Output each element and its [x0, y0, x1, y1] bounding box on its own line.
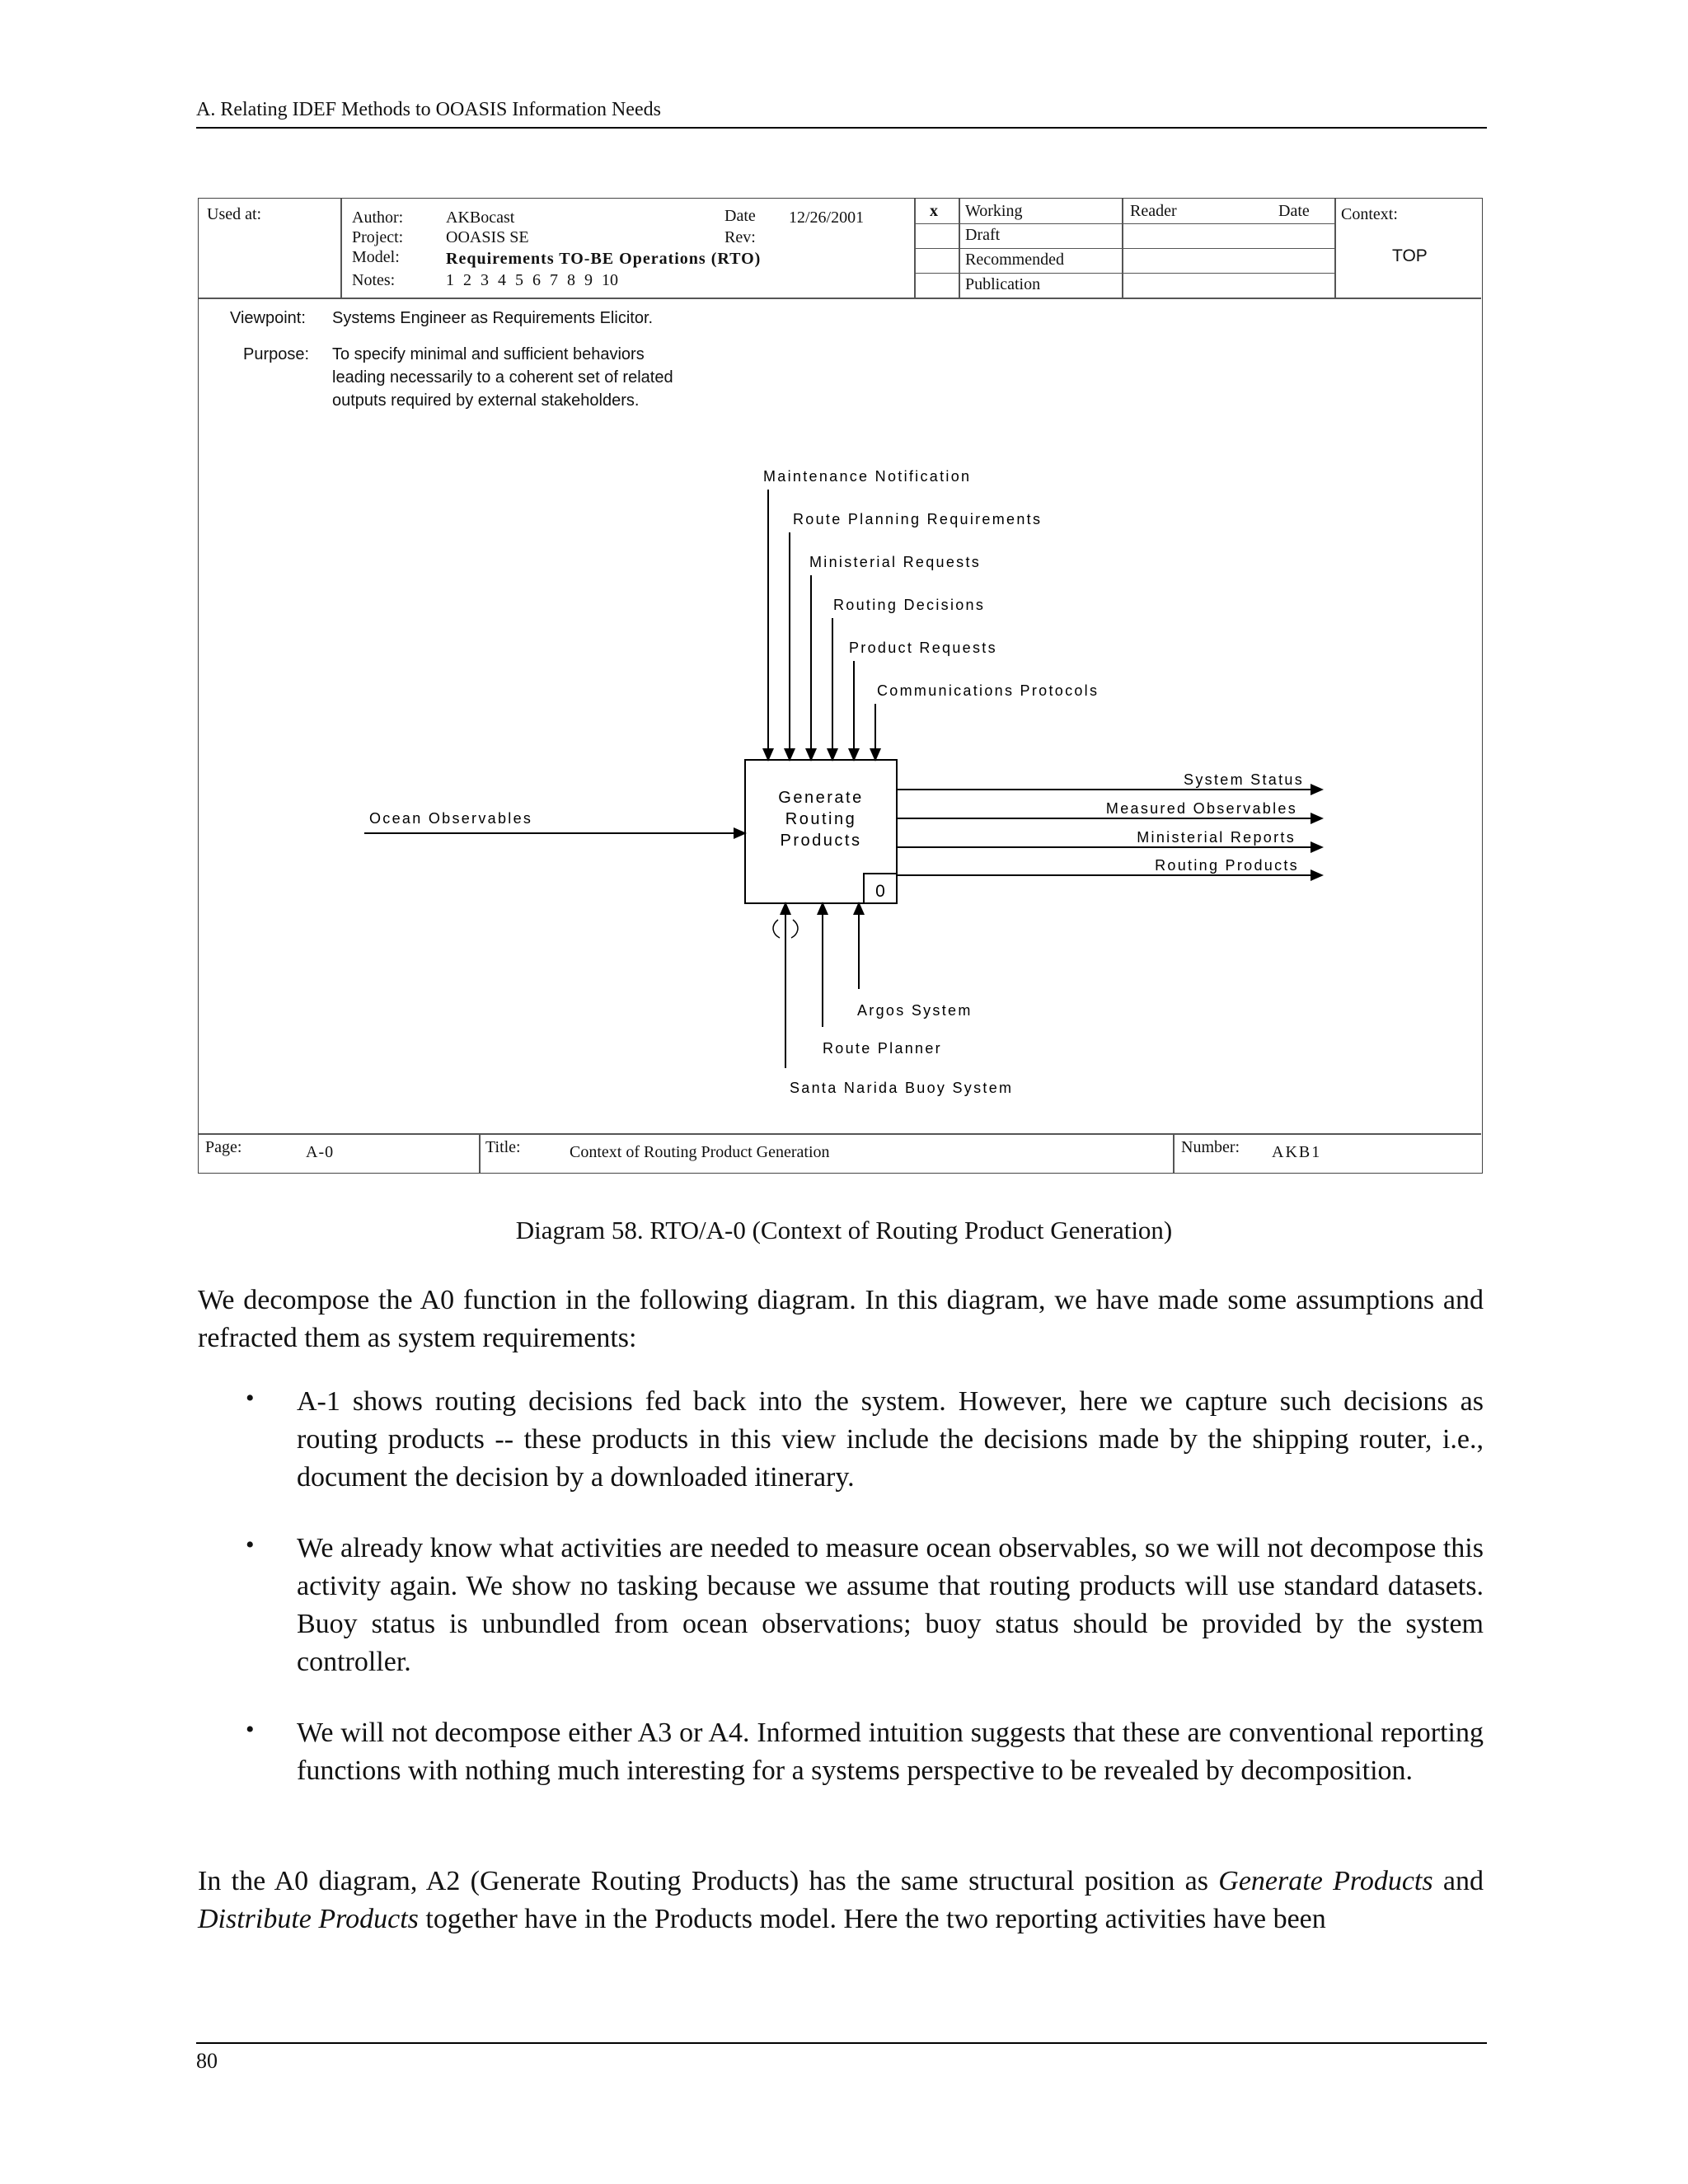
control-label: Maintenance Notification [763, 468, 972, 485]
mechanism-label: Argos System [857, 1002, 973, 1019]
bullet-marker: • [246, 1385, 255, 1412]
footer-page-value: A-0 [306, 1143, 335, 1161]
footer-number-value: AKB1 [1272, 1143, 1322, 1161]
notes-label: Notes: [352, 271, 396, 289]
activity-name-line: Generate [778, 789, 864, 807]
used-at-label: Used at: [207, 205, 262, 223]
status-publication: Publication [965, 275, 1041, 293]
author-value: AKBocast [446, 209, 515, 227]
footer-number-label: Number: [1181, 1138, 1240, 1156]
date-label: Date [724, 207, 756, 225]
purpose-line: To specify minimal and sufficient behaviors [332, 345, 645, 363]
closing-italic: Distribute Products [198, 1904, 419, 1934]
bullet-item: We will not decompose either A3 or A4. Informed intuition suggests that these are conventional reporting functions with nothing much interesting for a systems perspective to be revealed by decomposition. [297, 1718, 1484, 1786]
bullet-item: We already know what activities are needed to measure ocean observables, so we will not decompose this activity again. We show no tasking because we assume that routing products will use standard datasets. Buoy status is unbundled from ocean observations; buoy status should be provided by the system controller. [297, 1533, 1484, 1677]
purpose-line: leading necessarily to a coherent set of related [332, 368, 673, 387]
tunnel-left-paren [773, 920, 780, 938]
purpose-line: outputs required by external stakeholders. [332, 391, 640, 410]
control-label: Product Requests [849, 640, 997, 656]
context-value: TOP [1392, 246, 1428, 265]
bullet-item: A-1 shows routing decisions fed back into the system. However, here we capture such decisions as routing products -- these products in this view include the decisions made by the shipping router, i.e., document the decision by a downloaded itinerary. [297, 1386, 1484, 1493]
viewpoint-label: Viewpoint: [230, 309, 306, 327]
closing-italic: Generate Products [1218, 1866, 1433, 1896]
reader-label: Reader [1130, 202, 1177, 220]
control-label: Routing Decisions [833, 597, 986, 613]
control-label: Route Planning Requirements [793, 511, 1043, 527]
project-label: Project: [352, 228, 404, 246]
closing-paragraph [198, 1863, 1484, 1938]
bullet-marker: • [246, 1531, 255, 1558]
tunnel-right-paren [791, 920, 798, 938]
output-label: Measured Observables [1105, 800, 1297, 817]
control-label: Communications Protocols [877, 682, 1100, 699]
footer-page-label: Page: [205, 1138, 242, 1156]
date-value: 12/26/2001 [789, 209, 865, 227]
status-mark: x [930, 202, 938, 220]
reader-date-label: Date [1278, 202, 1310, 220]
viewpoint-text: Systems Engineer as Requirements Elicitor. [332, 309, 654, 327]
closing-text: and [1432, 1866, 1484, 1896]
activity-number: 0 [875, 882, 885, 901]
footer-title-label: Title: [485, 1138, 521, 1156]
bullet-marker: • [246, 1716, 255, 1743]
footer-rule [196, 2042, 1487, 2044]
closing-text: In the A0 diagram, A2 (Generate Routing Products) has the same structural position as [198, 1866, 1219, 1896]
page-number: 80 [196, 2049, 218, 2073]
output-label: Routing Products [1155, 857, 1299, 874]
status-draft: Draft [965, 226, 1001, 244]
output-label: System Status [1184, 771, 1304, 788]
notes-value: 1 2 3 4 5 6 7 8 9 10 [446, 271, 618, 289]
mechanism-label: Santa Narida Buoy System [790, 1080, 1014, 1096]
footer-title-value: Context of Routing Product Generation [570, 1143, 830, 1161]
mechanism-label: Route Planner [823, 1040, 942, 1057]
status-recommended: Recommended [965, 251, 1064, 269]
intro-paragraph: We decompose the A0 function in the following diagram. In this diagram, we have made some assumptions and refracted them as system requirements: [198, 1285, 1484, 1353]
output-label: Ministerial Reports [1137, 829, 1296, 846]
author-label: Author: [352, 209, 404, 227]
project-value: OOASIS SE [446, 228, 529, 246]
purpose-label: Purpose: [243, 345, 310, 363]
activity-name-line: Routing [785, 810, 857, 828]
closing-text: together have in the Products model. Here the two reporting activities have been [418, 1904, 1326, 1934]
model-value: Requirements TO-BE Operations (RTO) [446, 250, 762, 268]
running-head: A. Relating IDEF Methods to OOASIS Information Needs [196, 99, 661, 120]
rev-label: Rev: [724, 228, 756, 246]
diagram-caption: Diagram 58. RTO/A-0 (Context of Routing Product Generation) [515, 1216, 1173, 1244]
control-label: Ministerial Requests [809, 554, 982, 570]
input-label: Ocean Observables [369, 810, 533, 827]
status-working: Working [965, 202, 1023, 220]
context-label: Context: [1341, 205, 1398, 223]
model-label: Model: [352, 248, 400, 266]
activity-name-line: Products [780, 832, 862, 850]
